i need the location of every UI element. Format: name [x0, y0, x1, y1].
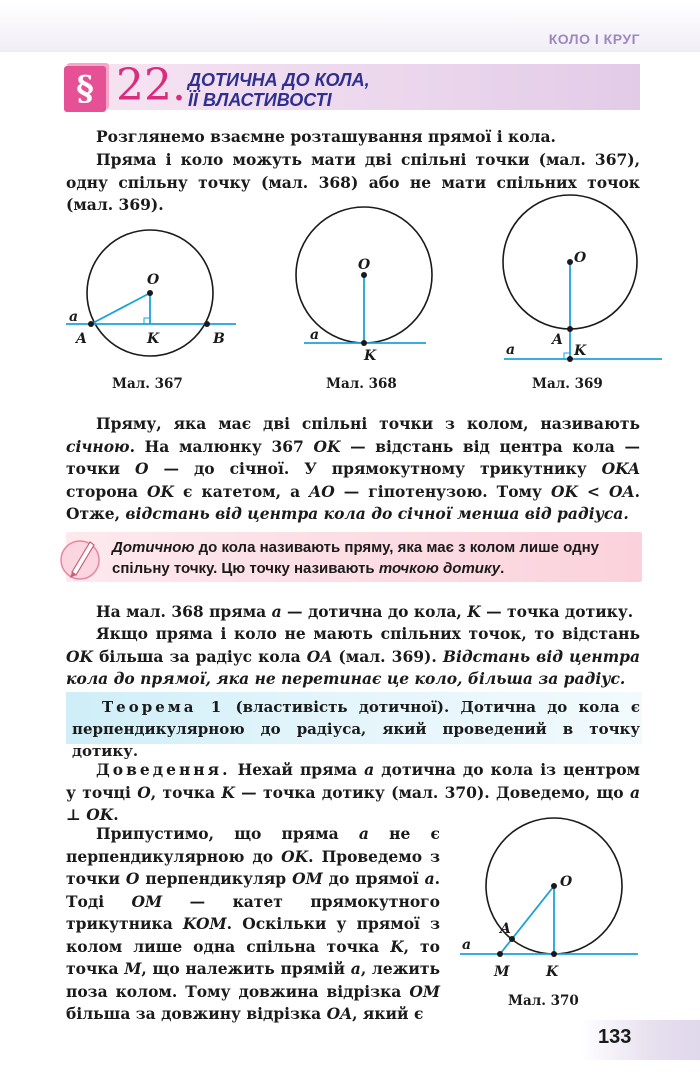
running-head: КОЛО І КРУГ — [548, 31, 640, 47]
section-title-line2: ЇЇ ВЛАСТИВОСТІ — [188, 90, 332, 110]
label-k-370: K — [546, 964, 559, 980]
label-a-367: A — [76, 331, 87, 347]
theorem-text: Теорема 1 (властивість дотичної). Дотична до кола є перпендикулярною до радіуса, який проведений в точку дотику. — [72, 698, 641, 760]
figure-369 — [500, 192, 670, 367]
secant-paragraph: Пряму, яка має дві спільні точки з колом, називають січною. На малюнку 367 OK — відстань від центра кола — точки O — до січної. У прямокутному трикутнику OKA сторона OK є катетом, а AO — гіпотенузою. Тому OK < OA. Отже, відстань від центра кола до січної менша від радіуса. — [66, 414, 640, 523]
tangent-paragraph: На мал. 368 пряма a — дотична до кола, K — точка дотику. — [96, 602, 634, 621]
label-k-367: K — [147, 331, 160, 347]
point-k-370 — [551, 951, 557, 957]
term-point-of-tangency: точкою дотику — [378, 560, 501, 577]
point-k-368 — [361, 340, 367, 346]
section-title-line1: ДОТИЧНА ДО КОЛА, — [188, 70, 370, 90]
label-a-369: A — [552, 332, 563, 348]
label-o-370: O — [560, 874, 573, 890]
theorem-label: Теорема 1 — [102, 698, 225, 716]
section-title — [188, 70, 370, 110]
caption-368: Мал. 368 — [326, 376, 397, 392]
label-a-370: A — [500, 921, 511, 937]
label-k-368: K — [364, 348, 377, 364]
point-o-370 — [551, 883, 557, 889]
label-o-368: O — [358, 257, 371, 273]
point-a-369 — [567, 326, 573, 332]
point-k-369 — [567, 356, 573, 362]
caption-367: Мал. 367 — [112, 376, 183, 392]
figure-370 — [456, 812, 642, 987]
point-b-367 — [204, 321, 210, 327]
point-m-370 — [497, 951, 503, 957]
proof-label: Доведення. — [96, 760, 231, 779]
label-line-367: a — [69, 309, 79, 325]
figure-368 — [292, 200, 437, 370]
proof-paragraph: Доведення. Нехай пряма a дотична до кола із центром у точці O, точка K — точка дотику (мал. 370). Доведемо, що a ⊥ OK. — [66, 760, 641, 824]
caption-370: Мал. 370 — [508, 993, 579, 1009]
no-common-points-paragraph: Якщо пряма і коло не мають спільних точок, то відстань OK більша за радіус кола OA (мал. 369). Відстань від центра кола до прямої, яка не перетинає це коло, більша за радіус. — [66, 624, 640, 688]
no-points-conclusion: Відстань від центра кола до прямої, яка не перетинає це коло, більша за радіус. — [66, 646, 640, 688]
section-number: 22. — [116, 60, 186, 111]
intro-paragraph-1 — [66, 126, 640, 149]
term-secant: січною — [66, 436, 130, 456]
point-o-367 — [147, 290, 153, 296]
label-o-369: O — [574, 250, 587, 266]
caption-369: Мал. 369 — [532, 376, 603, 392]
label-line-368: a — [310, 327, 320, 343]
label-o-367: O — [147, 272, 160, 288]
assumption-paragraph: Припустимо, що пряма a не є перпендикулярною до OK. Проведемо з точки O перпендикуляр OM до прямої a. Тоді OM — катет прямокутного трикутника KOM. Оскільки у прямої з колом лише одна спільна точка K, то точка M, що належить прямій a, лежить поза колом. Тому довжина відрізка OM більша за довжину відрізка OA, який є — [66, 824, 441, 1023]
secant-conclusion: відстань від центра кола до січної менша від радіуса. — [125, 504, 629, 523]
label-k-369: K — [574, 343, 587, 359]
label-line-370: a — [462, 937, 472, 953]
intro-text-2: Пряма і коло можуть мати дві спільні точки (мал. 367), одну спільну точку (мал. 368) або не мати спільних точок (мал. 369). — [66, 150, 640, 214]
term-tangent: Дотичною — [112, 539, 195, 556]
pencil-note-icon — [58, 532, 106, 584]
label-line-369: a — [506, 342, 516, 358]
figure-367 — [62, 220, 247, 365]
page-number: 133 — [598, 1026, 632, 1048]
theorem-statement: Дотична до кола є перпендикулярною до радіуса, який проведений в точку дотику. — [72, 698, 641, 760]
point-a-367 — [88, 321, 94, 327]
intro-text-1: Розглянемо взаємне розташування прямої і кола. — [96, 127, 556, 146]
label-b-367: B — [213, 331, 225, 347]
perpendicular-om-370 — [500, 886, 554, 954]
section-sign-icon: § — [64, 66, 106, 112]
radius-oa-367 — [91, 293, 150, 324]
point-o-369 — [567, 259, 573, 265]
definition-text: Дотичною до кола називають пряму, яка має з колом лише одну спільну точку. Цю точку називають точкою дотику. — [112, 539, 600, 577]
label-m-370: M — [494, 964, 510, 980]
